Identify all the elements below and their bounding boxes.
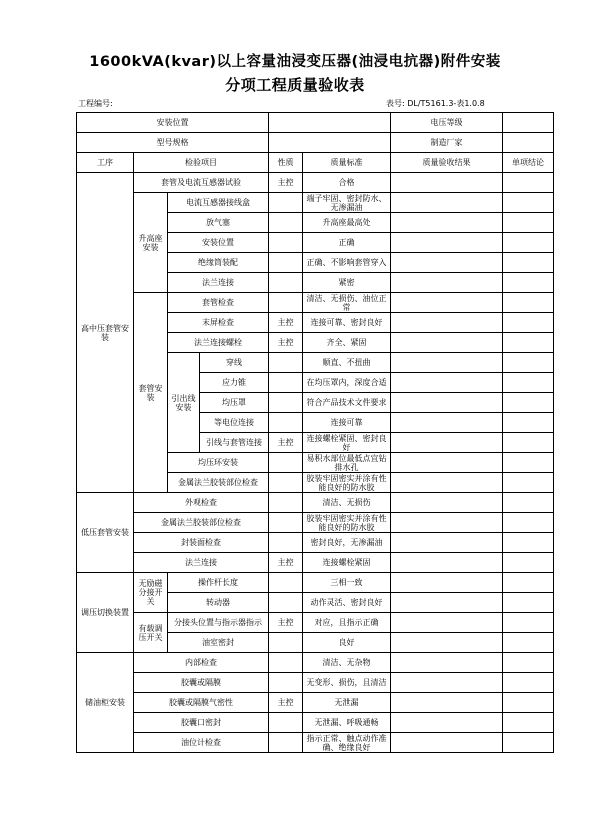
- nature-cell: [269, 413, 303, 433]
- conclusion-cell[interactable]: [503, 333, 554, 353]
- nature-cell: [269, 573, 303, 593]
- standard-cell: 清洁、无损伤: [303, 493, 391, 513]
- item-cell: 金属法兰胶装部位检查: [134, 513, 269, 533]
- result-cell[interactable]: [391, 593, 503, 613]
- nature-cell: [269, 713, 303, 733]
- item-cell: 油位计检查: [134, 733, 269, 753]
- standard-cell: 胶装牢固密实并涂有性能良好的防水胶: [303, 513, 391, 533]
- conclusion-cell[interactable]: [503, 613, 554, 633]
- nature-cell: [269, 633, 303, 653]
- conclusion-cell[interactable]: [503, 273, 554, 293]
- conclusion-cell[interactable]: [503, 453, 554, 473]
- item-cell: 外观检查: [134, 493, 269, 513]
- item-cell: 引线与套管连接: [200, 433, 269, 453]
- result-cell[interactable]: [391, 493, 503, 513]
- standard-cell: 无泄漏: [303, 693, 391, 713]
- item-cell: 油室密封: [168, 633, 269, 653]
- header-item: 检验项目: [134, 153, 269, 173]
- conclusion-cell[interactable]: [503, 673, 554, 693]
- item-cell: 操作杆长度: [168, 573, 269, 593]
- result-cell[interactable]: [391, 253, 503, 273]
- header-process: 工序: [77, 153, 134, 173]
- header-nature: 性质: [269, 153, 303, 173]
- item-cell: 分接头位置与指示器指示: [168, 613, 269, 633]
- nature-cell: 主控: [269, 693, 303, 713]
- standard-cell: 符合产品技术文件要求: [303, 393, 391, 413]
- result-cell[interactable]: [391, 633, 503, 653]
- result-cell[interactable]: [391, 173, 503, 193]
- conclusion-cell[interactable]: [503, 593, 554, 613]
- nature-cell: [269, 673, 303, 693]
- conclusion-cell[interactable]: [503, 573, 554, 593]
- nature-cell: 主控: [269, 553, 303, 573]
- nature-cell: [269, 253, 303, 273]
- voltage-level-value[interactable]: [503, 113, 554, 133]
- form-title-line2: 分项工程质量验收表: [225, 76, 365, 94]
- item-cell: 法兰连接: [168, 273, 269, 293]
- manufacturer-label: 制造厂家: [391, 133, 503, 153]
- standard-cell: 清洁、无损伤、油位正常: [303, 293, 391, 313]
- nature-cell: 主控: [269, 433, 303, 453]
- result-cell[interactable]: [391, 433, 503, 453]
- voltage-level-label: 电压等级: [391, 113, 503, 133]
- standard-cell: 连接螺栓紧固、密封良好: [303, 433, 391, 453]
- nature-cell: 主控: [269, 313, 303, 333]
- standard-cell: 清洁、无杂物: [303, 653, 391, 673]
- item-cell: 安装位置: [168, 233, 269, 253]
- form-number: 表号: DL/T5161.3-表1.0.8: [386, 99, 485, 108]
- standard-cell: 紧密: [303, 273, 391, 293]
- standard-cell: 易积水部位最低点宜钻排水孔: [303, 453, 391, 473]
- standard-cell: 连接可靠、密封良好: [303, 313, 391, 333]
- result-cell[interactable]: [391, 653, 503, 673]
- nature-cell: 主控: [269, 613, 303, 633]
- standard-cell: 无泄漏、呼吸通畅: [303, 713, 391, 733]
- item-cell: 均压环安装: [168, 453, 269, 473]
- item-cell: 电流互感器接线盒: [168, 193, 269, 213]
- item-cell: 胶囊口密封: [134, 713, 269, 733]
- conclusion-cell[interactable]: [503, 693, 554, 713]
- result-cell[interactable]: [391, 673, 503, 693]
- result-cell[interactable]: [391, 273, 503, 293]
- conclusion-cell[interactable]: [503, 653, 554, 673]
- standard-cell: 对应，且指示正确: [303, 613, 391, 633]
- conclusion-cell[interactable]: [503, 213, 554, 233]
- item-cell: 法兰连接螺栓: [168, 333, 269, 353]
- subgroup-lead: 引出线安装: [168, 353, 200, 453]
- conclusion-cell[interactable]: [503, 173, 554, 193]
- subgroup-bushing: 套管安装: [134, 293, 168, 493]
- conclusion-cell[interactable]: [503, 553, 554, 573]
- standard-cell: 在均压罩内，深度合适: [303, 373, 391, 393]
- standard-cell: 连接螺栓紧固: [303, 553, 391, 573]
- result-cell[interactable]: [391, 733, 503, 753]
- header-conclusion: 单项结论: [503, 153, 554, 173]
- conclusion-cell[interactable]: [503, 313, 554, 333]
- item-cell: 末屏检查: [168, 313, 269, 333]
- nature-cell: [269, 593, 303, 613]
- subgroup-onload-tap: 有载调压开关: [134, 613, 168, 653]
- result-cell[interactable]: [391, 373, 503, 393]
- result-cell[interactable]: [391, 513, 503, 533]
- item-cell: 应力锥: [200, 373, 269, 393]
- nature-cell: [269, 653, 303, 673]
- conclusion-cell[interactable]: [503, 193, 554, 213]
- group-lv-bushing: 低压套管安装: [77, 493, 134, 573]
- conclusion-cell[interactable]: [503, 733, 554, 753]
- conclusion-cell[interactable]: [503, 393, 554, 413]
- standard-cell: 指示正常、触点动作准确、绝缘良好: [303, 733, 391, 753]
- model-spec-value[interactable]: [269, 133, 391, 153]
- standard-cell: 密封良好，无渗漏油: [303, 533, 391, 553]
- nature-cell: [269, 533, 303, 553]
- nature-cell: [269, 453, 303, 473]
- result-cell[interactable]: [391, 313, 503, 333]
- standard-cell: 合格: [303, 173, 391, 193]
- nature-cell: [269, 513, 303, 533]
- item-cell: 绝缘筒装配: [168, 253, 269, 273]
- conclusion-cell[interactable]: [503, 353, 554, 373]
- conclusion-cell[interactable]: [503, 713, 554, 733]
- conclusion-cell[interactable]: [503, 533, 554, 553]
- standard-cell: 齐全、紧固: [303, 333, 391, 353]
- item-cell: 套管检查: [168, 293, 269, 313]
- nature-cell: [269, 493, 303, 513]
- subgroup-noload-tap: 无励磁分接开关: [134, 573, 168, 613]
- form-title-line1: 1600kVA(kvar)以上容量油浸变压器(油浸电抗器)附件安装: [89, 54, 501, 70]
- group-tap-changer: 调压切换装置: [77, 573, 134, 653]
- result-cell[interactable]: [391, 573, 503, 593]
- result-cell[interactable]: [391, 693, 503, 713]
- project-number-label: 工程编号:: [78, 99, 113, 108]
- item-cell: 穿线: [200, 353, 269, 373]
- item-cell: 转动器: [168, 593, 269, 613]
- item-cell: 等电位连接: [200, 413, 269, 433]
- standard-cell: 升高座最高处: [303, 213, 391, 233]
- conclusion-cell[interactable]: [503, 473, 554, 493]
- result-cell[interactable]: [391, 353, 503, 373]
- standard-cell: 正确、不影响套管穿入: [303, 253, 391, 273]
- nature-cell: [269, 733, 303, 753]
- standard-cell: 端子牢固、密封防水、无渗漏油: [303, 193, 391, 213]
- nature-cell: 主控: [269, 173, 303, 193]
- conclusion-cell[interactable]: [503, 513, 554, 533]
- nature-cell: [269, 373, 303, 393]
- conclusion-cell[interactable]: [503, 413, 554, 433]
- standard-cell: 连接可靠: [303, 413, 391, 433]
- standard-cell: 胶装牢固密实并涂有性能良好的防水胶: [303, 473, 391, 493]
- result-cell[interactable]: [391, 453, 503, 473]
- result-cell[interactable]: [391, 553, 503, 573]
- result-cell[interactable]: [391, 213, 503, 233]
- standard-cell: 正确: [303, 233, 391, 253]
- result-cell[interactable]: [391, 533, 503, 553]
- result-cell[interactable]: [391, 333, 503, 353]
- item-cell: 放气塞: [168, 213, 269, 233]
- header-standard: 质量标准: [303, 153, 391, 173]
- standard-cell: 无变形、损伤，且清洁: [303, 673, 391, 693]
- item-cell: 内部检查: [134, 653, 269, 673]
- item-cell: 均压罩: [200, 393, 269, 413]
- subgroup-riser: 升高座安装: [134, 193, 168, 293]
- nature-cell: [269, 233, 303, 253]
- conclusion-cell[interactable]: [503, 493, 554, 513]
- item-cell: 胶囊或隔膜气密性: [134, 693, 269, 713]
- standard-cell: 三相一致: [303, 573, 391, 593]
- result-cell[interactable]: [391, 293, 503, 313]
- manufacturer-value[interactable]: [503, 133, 554, 153]
- standard-cell: 良好: [303, 633, 391, 653]
- result-cell[interactable]: [391, 713, 503, 733]
- conclusion-cell[interactable]: [503, 253, 554, 273]
- item-cell: 封装面检查: [134, 533, 269, 553]
- nature-cell: [269, 473, 303, 493]
- nature-cell: 主控: [269, 333, 303, 353]
- standard-cell: 动作灵活、密封良好: [303, 593, 391, 613]
- install-location-value[interactable]: [269, 113, 391, 133]
- result-cell[interactable]: [391, 193, 503, 213]
- result-cell[interactable]: [391, 393, 503, 413]
- standard-cell: 顺直、不扭曲: [303, 353, 391, 373]
- nature-cell: [269, 193, 303, 213]
- nature-cell: [269, 393, 303, 413]
- result-cell[interactable]: [391, 233, 503, 253]
- install-location-label: 安装位置: [77, 113, 269, 133]
- item-cell: 法兰连接: [134, 553, 269, 573]
- nature-cell: [269, 293, 303, 313]
- item-cell: 套管及电流互感器试验: [134, 173, 269, 193]
- item-cell: 金属法兰胶装部位检查: [168, 473, 269, 493]
- header-result: 质量验收结果: [391, 153, 503, 173]
- group-conservator: 储油柜安装: [77, 653, 134, 753]
- result-cell[interactable]: [391, 473, 503, 493]
- nature-cell: [269, 213, 303, 233]
- result-cell[interactable]: [391, 413, 503, 433]
- result-cell[interactable]: [391, 613, 503, 633]
- nature-cell: [269, 353, 303, 373]
- conclusion-cell[interactable]: [503, 633, 554, 653]
- acceptance-table: [76, 112, 554, 753]
- conclusion-cell[interactable]: [503, 373, 554, 393]
- conclusion-cell[interactable]: [503, 293, 554, 313]
- item-cell: 胶囊或隔膜: [134, 673, 269, 693]
- group-hv-bushing: 高中压套管安装: [77, 173, 134, 493]
- model-spec-label: 型号规格: [77, 133, 269, 153]
- conclusion-cell[interactable]: [503, 233, 554, 253]
- conclusion-cell[interactable]: [503, 433, 554, 453]
- nature-cell: [269, 273, 303, 293]
